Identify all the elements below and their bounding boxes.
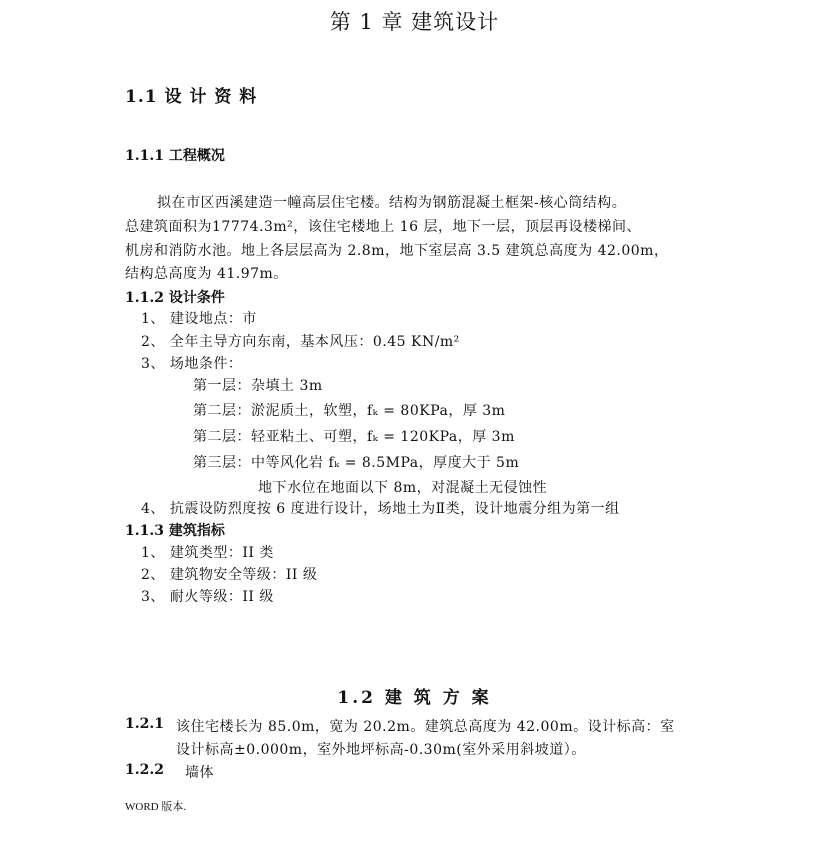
footer-note: WORD 版本.	[125, 801, 187, 813]
condition-3: 3、 场地条件：	[141, 356, 243, 372]
item-1-2-2-text: 墙体	[185, 765, 214, 781]
item-1-2-1-line-2: 设计标高±0.000m，室外地坪标高-0.30m(室外采用斜坡道）。	[176, 742, 586, 758]
subsection-1-1-1-heading: 1.1.1 工程概况	[125, 148, 225, 164]
groundwater-note: 地下水位在地面以下 8m，对混凝土无侵蚀性	[258, 480, 548, 496]
site-layer-1: 第一层：杂填土 3m	[193, 378, 323, 394]
overview-line-3: 机房和消防水池。地上各层层高为 2.8m，地下室层高 3.5 建筑总高度为 42.00m，	[125, 243, 669, 259]
site-layer-3: 第二层：轻亚粘土、可塑，fₖ = 120KPa，厚 3m	[193, 429, 515, 445]
item-1-2-2-number: 1.2.2	[125, 762, 164, 778]
subsection-1-1-3-heading: 1.1.3 建筑指标	[125, 523, 225, 539]
section-1-1-heading: 1.1 设 计 资 料	[125, 87, 258, 107]
condition-2: 2、 全年主导方向东南，基本风压：0.45 KN/m²	[141, 334, 460, 350]
subsection-1-1-2-heading: 1.1.2 设计条件	[125, 290, 225, 306]
item-1-2-1-line-1: 该住宅楼长为 85.0m，宽为 20.2m。建筑总高度为 42.00m。设计标高：室	[176, 719, 675, 735]
overview-line-1: 拟在市区西溪建造一幢高层住宅楼。结构为钢筋混凝土框架-核心筒结构。	[157, 195, 627, 211]
section-1-2-heading: 1.2 建 筑 方 案	[337, 688, 492, 708]
overview-line-4: 结构总高度为 41.97m。	[125, 266, 288, 282]
condition-4: 4、 抗震设防烈度按 6 度进行设计，场地土为Ⅱ类，设计地震分组为第一组	[141, 501, 620, 517]
indicator-2: 2、 建筑物安全等级：II 级	[141, 567, 318, 583]
overview-line-2: 总建筑面积为17774.3m²，该住宅楼地上 16 层，地下一层，顶层再设楼梯间、	[125, 219, 641, 235]
site-layer-4: 第三层：中等风化岩 fₖ = 8.5MPa，厚度大于 5m	[193, 455, 520, 471]
chapter-title: 第 1 章 建筑设计	[329, 10, 500, 34]
condition-1: 1、 建设地点：市	[141, 311, 257, 327]
indicator-3: 3、 耐火等级：II 级	[141, 589, 274, 605]
site-layer-2: 第二层：淤泥质土，软塑，fₖ = 80KPa，厚 3m	[193, 403, 506, 419]
indicator-1: 1、 建筑类型：II 类	[141, 545, 274, 561]
item-1-2-1-number: 1.2.1	[125, 716, 164, 732]
